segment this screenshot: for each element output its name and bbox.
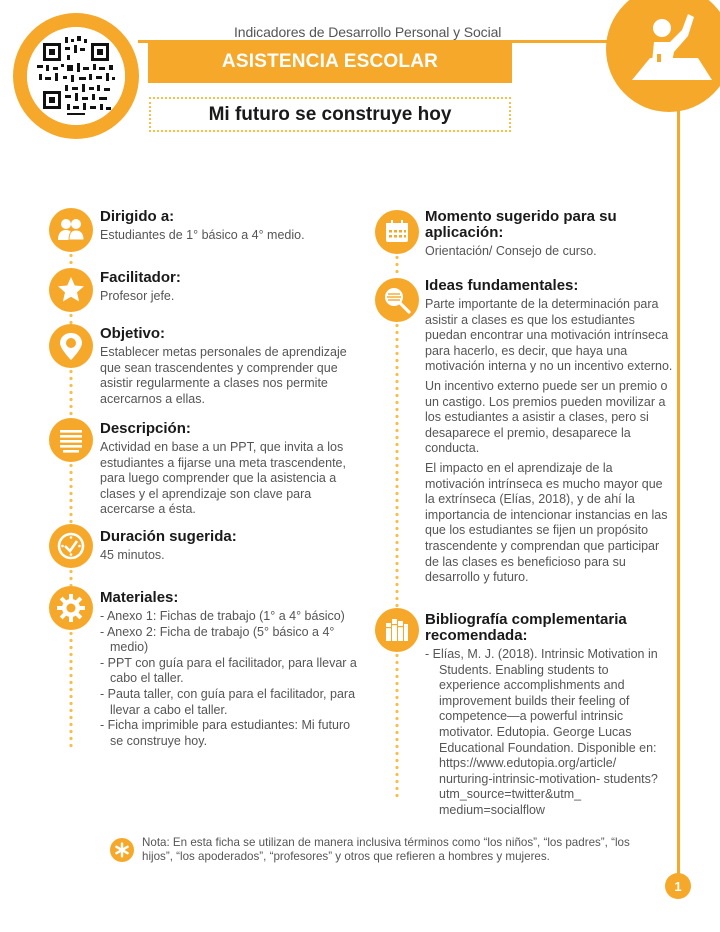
section-title: Dirigido a:: [100, 208, 175, 225]
map-pin-icon: [49, 324, 93, 368]
note-text: Nota: En esta ficha se utilizan de manera inclusiva términos como “los niños”, “los padres”, “los hijos”, “los apoderados”, “profesores” y otros que refieren a hombres y mujeres.: [142, 836, 630, 863]
star-icon: [49, 268, 93, 312]
qr-code-badge: [13, 13, 139, 139]
section-body: Orientación/ Consejo de curso.: [425, 244, 597, 258]
section-dirigido: [100, 209, 362, 244]
section-body: Actividad en base a un PPT, que invita a los estudiantes a fijarse una meta trascendente, para luego comprender que la asistencia a clases y el aprendizaje son clave para acercarse a ésta.: [100, 440, 346, 517]
right-dotted-connector: [395, 254, 399, 276]
materials-item: - Pauta taller, con guía para el facilitador, para llevar a cabo el taller.: [100, 686, 356, 717]
student-badge: [606, 0, 720, 112]
magnifier-icon: [375, 278, 419, 322]
materials-item: - PPT con guía para el facilitador, para llevar a cabo el taller.: [100, 655, 357, 686]
section-title: Momento sugerido para su aplicación:: [425, 208, 617, 241]
student-raising-hand-icon: [624, 6, 714, 96]
section-title: Bibliografía complementaria recomendada:: [425, 611, 627, 644]
activity-subtitle-text: Mi futuro se construye hoy: [208, 103, 452, 125]
section-body: Profesor jefe.: [100, 289, 175, 303]
right-dotted-connector: [395, 652, 399, 800]
books-icon: [375, 608, 419, 652]
section-ideas: [425, 278, 675, 586]
section-body: Estudiantes de 1° básico a 4° medio.: [100, 228, 305, 242]
section-title: Descripción:: [100, 420, 191, 437]
qr-code: [27, 27, 125, 125]
ideas-paragraph: Un incentivo externo puede ser un premio o un castigo. Los premios pueden movilizar a los estudiantes a asistir a clases, pero si desaparece el premio, desaparece la conducta.: [425, 378, 668, 456]
gear-icon: [49, 586, 93, 630]
right-timeline-line: [677, 110, 680, 876]
people-icon: [49, 208, 93, 252]
section-duracion: [100, 529, 362, 564]
header-supertitle: Indicadores de Desarrollo Personal y Social: [234, 24, 502, 40]
materials-item: - Anexo 1: Fichas de trabajo (1° a 4° básico): [100, 609, 345, 623]
bibliography-list: [425, 647, 673, 819]
left-dotted-connector: [69, 462, 73, 524]
section-title: Facilitador:: [100, 269, 181, 286]
qr-code-icon: [27, 27, 125, 125]
section-title: Duración sugerida:: [100, 528, 237, 545]
section-body: 45 minutos.: [100, 548, 165, 562]
section-title: Objetivo:: [100, 325, 166, 342]
right-dotted-connector: [395, 322, 399, 608]
bibliography-item: - Elías, M. J. (2018). Intrinsic Motivation in Students. Enabling students to experience accomplishments and improvement builds their feeling of competence—a powerful intrinsic motivator. Edutopia. George Lucas Educational Foundation. Disponible en: https://www.edutopia.org/article/ nurturing-intrinsic-motivation- students?utm_source=twitter&utm_ medium=socialflow: [425, 647, 658, 817]
section-momento: [425, 209, 675, 260]
section-body: [425, 297, 675, 586]
materials-list: [100, 609, 358, 749]
clock-icon: [49, 524, 93, 568]
section-descripcion: [100, 421, 352, 518]
inclusive-language-note: [110, 836, 662, 863]
left-dotted-connector: [69, 368, 73, 418]
document-lines-icon: [49, 418, 93, 462]
section-bibliografia: [425, 612, 673, 819]
calendar-icon: [375, 210, 419, 254]
section-materiales: [100, 590, 358, 749]
ideas-paragraph: El impacto en el aprendizaje de la motivación intrínseca es mucho mayor que la extrínseca (Elías, 2018), y de ahí la importancia de intencionar instancias en las que los estudiantes se fijen un propósito trascendente y comprendan que participar de las clases es beneficioso para su desarrollo y futuro.: [425, 460, 668, 585]
materials-item: - Anexo 2: Ficha de trabajo (5° básico a 4° medio): [100, 624, 335, 655]
banner-title: ASISTENCIA ESCOLAR: [148, 41, 512, 83]
section-title: Ideas fundamentales:: [425, 277, 579, 294]
section-objetivo: [100, 326, 362, 407]
materials-item: - Ficha imprimible para estudiantes: Mi futuro se construye hoy.: [100, 718, 351, 748]
section-facilitador: [100, 270, 362, 305]
section-body: Establecer metas personales de aprendizaje que sean trascendentes y comprender que asistir regularmente a clases nos permite acercarnos a ellas.: [100, 345, 347, 406]
asterisk-icon: [110, 838, 134, 862]
ideas-paragraph: Parte importante de la determinación para asistir a clases es que los estudiantes puedan encontrar una motivación intrínseca para hacerlo, es decir, que haya una motivación interna y no un incentivo externo.: [425, 297, 673, 374]
page-number: 1: [665, 873, 691, 899]
left-dotted-connector: [69, 630, 73, 748]
activity-subtitle: [149, 97, 511, 132]
section-title: Materiales:: [100, 589, 179, 606]
left-dotted-connector: [69, 568, 73, 586]
